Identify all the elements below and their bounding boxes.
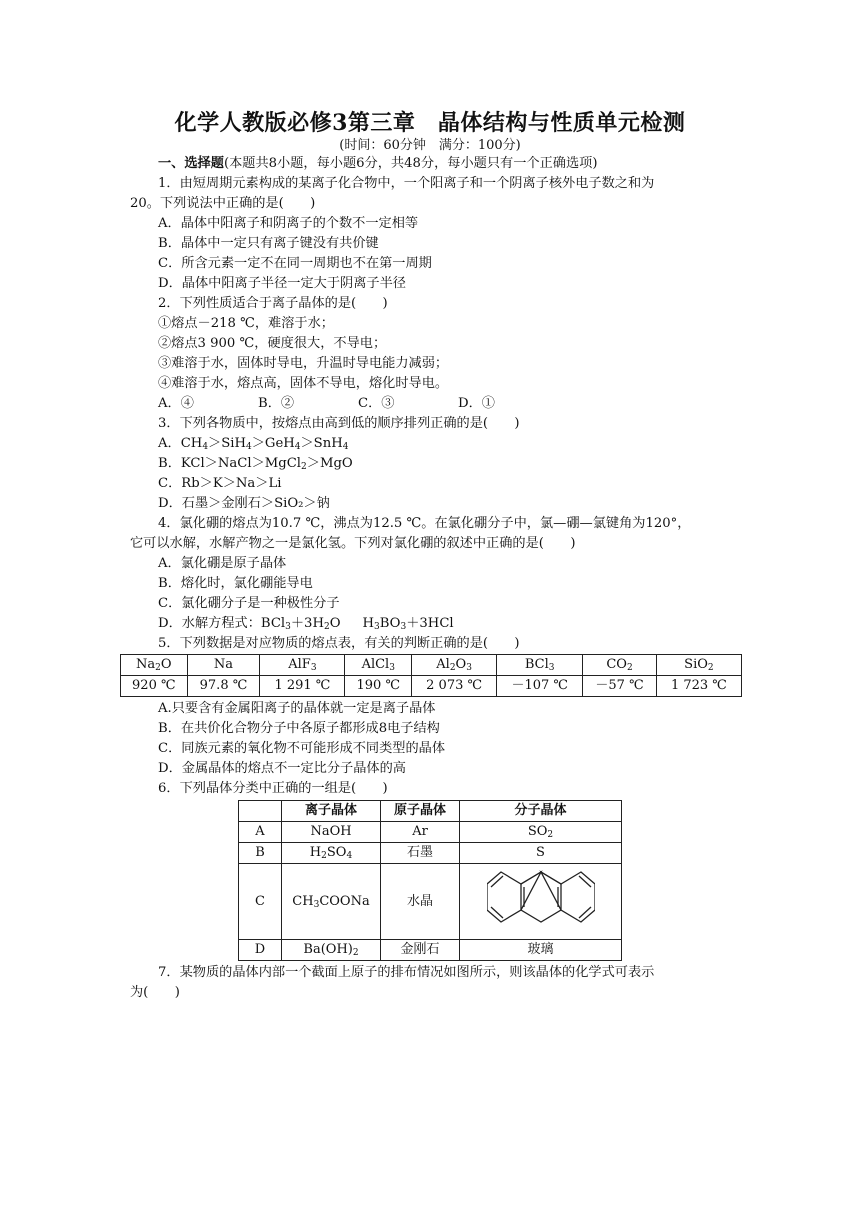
q7-stem: 7．某物质的晶体内部一个截面上原子的排布情况如图所示，则该晶体的化学式可表示: [158, 965, 655, 980]
q3-option-b: B．KCl＞NaCl＞MgCl$_2$＞MgO: [158, 456, 353, 472]
table-row: [121, 676, 742, 697]
table-cell: C: [239, 864, 282, 940]
q5-option-c: C．同族元素的氧化物不可能形成不同类型的晶体: [158, 741, 446, 756]
table-row: [239, 940, 622, 961]
table-cell: 920 ℃: [121, 676, 188, 697]
table-cell: $Al_2O_3$: [412, 655, 497, 676]
q2-option-b: B．②: [258, 396, 295, 411]
q4-option-b: B．熔化时，氯化硼能导电: [158, 576, 313, 591]
table-cell: $CH_3COONa$: [282, 864, 381, 940]
q2-option-a: A．④: [158, 396, 194, 411]
q5-option-a: A.只要含有金属阳离子的晶体就一定是离子晶体: [158, 701, 436, 716]
table-cell: $Na_2O$: [121, 655, 188, 676]
table-cell: B: [239, 843, 282, 864]
q2-option-d: D．①: [458, 396, 495, 411]
q3-stem: 3．下列各物质中，按熔点由高到低的顺序排列正确的是( ): [158, 416, 520, 431]
table-cell: －107 ℃: [497, 676, 583, 697]
q1-stem: 1．由短周期元素构成的某离子化合物中，一个阳离子和一个阴离子核外电子数之和为: [158, 176, 655, 191]
q4-option-d: D．水解方程式：$BCl_3+3H_2O$ $H_3BO_3+3HCl$: [158, 616, 454, 632]
q2-item-3: ③难溶于水，固体时导电，升温时导电能力减弱；: [158, 356, 449, 371]
table-row: [239, 843, 622, 864]
table-cell: BCl$_3$: [497, 655, 583, 676]
table-cell: NaOH: [282, 822, 381, 843]
table-cell: SiO$_2$: [656, 655, 741, 676]
q3-option-d: D．石墨＞金刚石＞SiO₂＞钠: [158, 496, 330, 511]
q6-stem: 6．下列晶体分类中正确的一组是( ): [158, 781, 388, 796]
q5-stem: 5．下列数据是对应物质的熔点表，有关的判断正确的是( ): [158, 636, 520, 651]
q5-option-d: D．金属晶体的熔点不一定比分子晶体的高: [158, 761, 406, 776]
table-cell: 1 723 ℃: [656, 676, 741, 697]
q2-item-1: ①熔点－218 ℃，难溶于水；: [158, 316, 334, 331]
table-cell: S: [460, 843, 622, 864]
q2-item-2: ②熔点3 900 ℃，硬度很大，不导电；: [158, 336, 387, 351]
q3-option-a: A．$CH_4>SiH_4>GeH_4>SnH_4$: [158, 436, 349, 452]
table-cell: $H_2SO_4$: [282, 843, 381, 864]
table-cell: $SO_2$: [460, 822, 622, 843]
q4-option-c: C．氯化硼分子是一种极性分子: [158, 596, 340, 611]
section-heading: 一、选择题(本题共8小题，每小题6分，共48分，每小题只有一个正确选项): [158, 156, 598, 171]
table-cell: Na: [187, 655, 260, 676]
table-cell: 离子晶体: [282, 801, 381, 822]
q2-options: [130, 394, 738, 414]
q1-stem-cont: 20。下列说法中正确的是( ): [130, 196, 316, 211]
table-cell: D: [239, 940, 282, 961]
table-cell: AlCl$_3$: [345, 655, 412, 676]
table-cell: 水晶: [381, 864, 460, 940]
table-cell: 金刚石: [381, 940, 460, 961]
table-header-row: [121, 655, 742, 676]
table-cell: [239, 801, 282, 822]
q1-option-d: D．晶体中阳离子半径一定大于阴离子半径: [158, 276, 406, 291]
table-cell: A: [239, 822, 282, 843]
q2-item-4: ④难溶于水，熔点高，固体不导电，熔化时导电。: [158, 376, 449, 391]
q5-option-b: B．在共价化合物分子中各原子都形成8电子结构: [158, 721, 440, 736]
table-cell: 分子晶体: [460, 801, 622, 822]
table-cell: [460, 864, 622, 940]
table-cell: 原子晶体: [381, 801, 460, 822]
q4-stem-cont: 它可以水解，水解产物之一是氯化氢。下列对氯化硼的叙述中正确的是( ): [130, 536, 576, 551]
table-cell: －57 ℃: [583, 676, 657, 697]
table-header-row: [239, 801, 622, 822]
q2-stem: 2．下列性质适合于离子晶体的是( ): [158, 296, 388, 311]
table-row: [239, 864, 622, 940]
crystal-class-table: [238, 800, 622, 961]
table-cell: 190 ℃: [345, 676, 412, 697]
q1-option-a: A．晶体中阳离子和阴离子的个数不一定相等: [158, 216, 419, 231]
q7-stem-cont: 为( ): [130, 985, 180, 1000]
question-body: [130, 154, 738, 1003]
naphthalene-structure-icon: [487, 864, 595, 932]
table-cell: Ar: [381, 822, 460, 843]
q1-option-b: B．晶体中一定只有离子键没有共价键: [158, 236, 379, 251]
table-cell: $Ba(OH)_2$: [282, 940, 381, 961]
page-title: 化学人教版必修3第三章 晶体结构与性质单元检测: [174, 110, 686, 136]
q4-stem: 4．氯化硼的熔点为10.7 ℃，沸点为12.5 ℃。在氯化硼分子中，氯—硼—氯键角为120°，: [158, 516, 691, 531]
table-cell: 1 291 ℃: [260, 676, 345, 697]
q4-option-a: A．氯化硼是原子晶体: [158, 556, 287, 571]
table-cell: 2 073 ℃: [412, 676, 497, 697]
melting-point-table: [120, 654, 742, 697]
table-cell: AlF$_3$: [260, 655, 345, 676]
table-cell: 石墨: [381, 843, 460, 864]
table-cell: $CO_2$: [583, 655, 657, 676]
q1-option-c: C．所含元素一定不在同一周期也不在第一周期: [158, 256, 432, 271]
table-row: [239, 822, 622, 843]
q2-option-c: C．③: [358, 396, 395, 411]
table-cell: 玻璃: [460, 940, 622, 961]
q3-option-c: C．Rb＞K＞Na＞Li: [158, 476, 282, 491]
table-cell: 97.8 ℃: [187, 676, 260, 697]
exam-info: (时间：60分钟 满分：100分): [339, 138, 521, 153]
